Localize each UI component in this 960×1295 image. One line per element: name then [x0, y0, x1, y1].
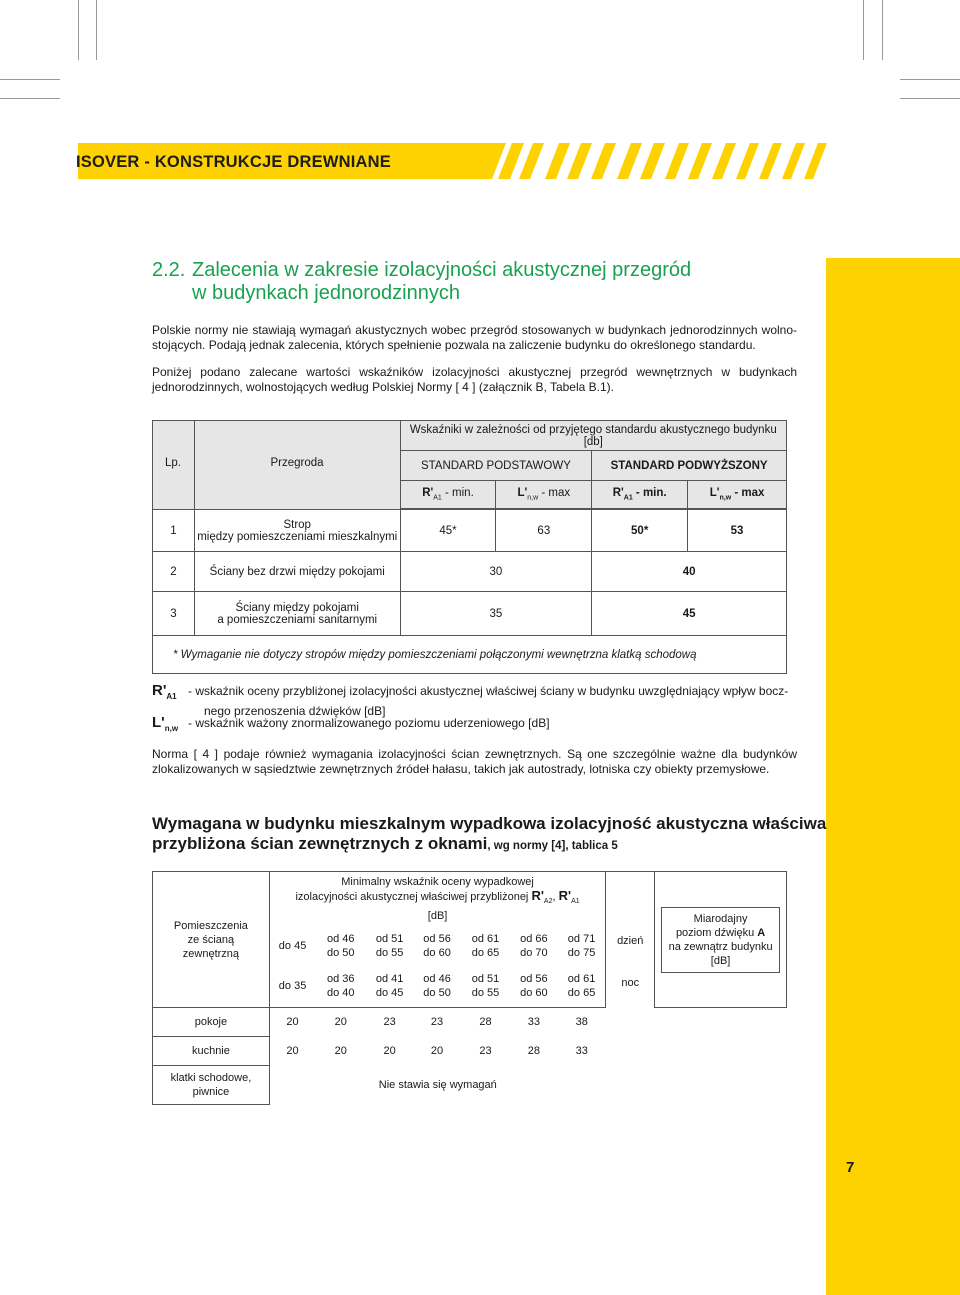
room-name-line2: piwnice: [192, 1086, 230, 1098]
section-title: [152, 259, 691, 305]
legend-l-text: wskaźnik ważony znormalizowanego poziomu uderzeniowego [dB]: [195, 716, 550, 730]
sound-level-unit: [dB]: [710, 954, 731, 967]
day-range: od 66 do 70: [520, 933, 548, 959]
night-range: od 61 do 65: [558, 966, 606, 1008]
l-max-high-header: [688, 481, 787, 509]
legend-r: [152, 683, 788, 719]
night-range: od 56 do 60: [510, 966, 558, 1008]
table-row: [153, 1008, 787, 1037]
partition-line2: a pomieszczeniami sanitarnymi: [217, 613, 378, 626]
value-cell: 28: [527, 1045, 540, 1057]
heading2-line2: przybliżona ścian zewnętrznych z oknami: [152, 834, 488, 853]
table-row: [153, 592, 787, 636]
value-cell: 20: [286, 1045, 299, 1057]
night-range: od 36 do 40: [315, 966, 366, 1008]
value-cell: 23: [430, 1016, 444, 1029]
r-high-value: 40: [592, 552, 787, 592]
sound-level-a: A: [757, 926, 766, 939]
section-number: 2.2.: [152, 259, 186, 281]
legend-dash: -: [188, 684, 192, 698]
r-basic-value: 45*: [400, 510, 496, 552]
row-number: 2: [153, 552, 195, 592]
table-intro-paragraph: Poniżej podano zalecane wartości wskaźników izolacyjności akustycznej przegród wewnętrznych w budynkach jednorodzinnych, wolnostojących według Polskiej Normy [ 4 ] (załącznik B, Tabela B.1).: [152, 365, 797, 394]
night-range: od 51 do 55: [461, 966, 510, 1008]
night-range: od 46 do 50: [413, 966, 461, 1008]
side-accent-bar: [826, 258, 960, 1295]
value-cell: 20: [430, 1045, 444, 1057]
value-cell: 23: [479, 1045, 492, 1057]
crop-mark: [0, 98, 60, 99]
crop-mark: [882, 0, 883, 60]
crop-mark: [900, 98, 960, 99]
value-cell: 20: [334, 1016, 347, 1029]
facade-insulation-table: [152, 871, 787, 1105]
min-label: - min.: [632, 487, 667, 500]
page-number: 7: [846, 1159, 855, 1176]
table-row: [153, 1037, 787, 1066]
value-cell: 38: [575, 1016, 588, 1029]
value-cell: 23: [383, 1016, 396, 1029]
l-max-basic-header: [496, 481, 592, 509]
r-min-basic-header: [400, 481, 496, 509]
day-range: od 51 do 55: [375, 933, 404, 959]
partition-line2: między pomieszczeniami mieszkalnymi: [197, 530, 398, 543]
day-range: do 45: [278, 940, 307, 952]
min-index-line2: izolacyjności akustycznej właściwej przybliżonej: [295, 891, 532, 904]
row-partition: [194, 592, 400, 636]
r-subscript: A1: [433, 494, 442, 502]
r-min-high-header: [592, 481, 688, 509]
min-index-unit: [dB]: [427, 910, 448, 923]
row-partition: [194, 510, 400, 552]
r-subscript: A1: [623, 494, 633, 502]
r-a1-symbol: R': [558, 888, 572, 904]
partition-line1: Strop: [283, 518, 311, 531]
r-a1-subscript: A1: [571, 898, 580, 906]
legend-l-subscript: n,w: [164, 724, 179, 733]
r-high-value: 45: [592, 592, 787, 636]
rooms-header: [153, 872, 270, 1008]
l-basic-value: 63: [496, 510, 592, 552]
header-title: ISOVER - KONSTRUKCJE DREWNIANE: [76, 153, 391, 171]
table-row: [153, 510, 787, 552]
table-footnote: * Wymaganie nie dotyczy stropów między pomieszczeniami połączonymi wewnętrzna klatką schodową: [153, 636, 787, 674]
r-symbol: R': [612, 487, 624, 500]
max-label: - max: [538, 487, 571, 500]
r-a2-subscript: A2: [543, 898, 553, 906]
day-range: od 61 do 65: [471, 933, 500, 959]
table-row: [153, 1066, 787, 1105]
crop-mark: [96, 0, 97, 60]
day-range: od 71 do 75: [567, 933, 596, 959]
night-range: do 35: [269, 966, 315, 1008]
r-high-value: 50*: [592, 510, 688, 552]
przegroda-header-label: Przegroda: [270, 457, 324, 469]
heading2-line1: Wymagana w budynku mieszkalnym wypadkowa izolacyjność akustyczna właściwa: [152, 814, 827, 833]
value-cell: 20: [334, 1045, 347, 1057]
crop-mark: [863, 0, 864, 60]
section-heading-2: [152, 814, 826, 856]
crop-mark: [78, 0, 79, 60]
row-partition: Ściany bez drzwi między pokojami: [194, 552, 400, 592]
day-label: dzień: [617, 934, 644, 947]
crop-mark: [0, 79, 60, 80]
max-label: - max: [731, 487, 765, 500]
sound-level-line2: poziom dźwięku: [675, 926, 758, 939]
row-number: 1: [153, 510, 195, 552]
room-name: pokoje: [153, 1008, 270, 1037]
l-subscript: n,w: [527, 494, 539, 502]
rooms-header-line2: ze ścianą: [187, 933, 235, 946]
room-name-line1: klatki schodowe,: [170, 1072, 252, 1084]
sound-level-line3: na zewnątrz budynku: [668, 940, 773, 953]
day-night-column: [606, 872, 655, 1008]
lp-header-label: Lp.: [165, 457, 181, 469]
crop-mark: [900, 79, 960, 80]
legend-r-text1: wskaźnik oceny przybliżonej izolacyjności akustycznej właściwej ściany w budynku uwzględniający wpływ bocz-: [195, 684, 789, 698]
value-cell: 28: [479, 1016, 492, 1029]
partition-line1: Ściany między pokojami: [235, 601, 359, 614]
sound-level-line1: Miarodajny: [693, 912, 748, 925]
row-number: 3: [153, 592, 195, 636]
r-symbol: R': [422, 487, 434, 500]
no-requirements: Nie stawia się wymagań: [378, 1079, 497, 1091]
r-basic-value: 35: [400, 592, 592, 636]
section-title-line2: w budynkach jednorodzinnych: [192, 282, 460, 304]
r-basic-value: 30: [400, 552, 592, 592]
legend-dash: -: [188, 716, 192, 730]
min-index-line1: Minimalny wskaźnik oceny wypadkowej: [341, 876, 534, 889]
value-cell: 20: [383, 1045, 396, 1057]
legend-r-symbol: R': [152, 682, 167, 699]
day-range: od 56 do 60: [423, 933, 451, 959]
room-name: [153, 1066, 270, 1105]
section-title-line1: Zalecenia w zakresie izolacyjności akustycznej przegród: [192, 259, 692, 281]
night-range: od 41 do 45: [366, 966, 413, 1008]
min-index-header: [269, 872, 605, 927]
intro-paragraph: Polskie normy nie stawiają wymagań akustycznych wobec przegród stosowanych w budynkach jednorodzinnych wolno-stojących. Podają jednak zalecenia, których spełnienie pozwala na zaliczenie budynku do określonego standardu.: [152, 323, 797, 352]
l-symbol: L': [517, 487, 528, 500]
legend-r-subscript: A1: [166, 692, 177, 701]
value-cell: 33: [575, 1045, 588, 1057]
rooms-header-line3: zewnętrzną: [182, 947, 240, 960]
min-label: - min.: [441, 487, 474, 500]
value-cell: 33: [527, 1016, 540, 1029]
indicators-header: Wskaźniki w zależności od przyjętego standardu akustycznego budynku [db]: [400, 421, 786, 451]
l-high-value: 53: [688, 510, 787, 552]
legend-l-symbol: L': [152, 714, 165, 731]
standard-basic-header: STANDARD PODSTAWOWY: [400, 451, 592, 481]
rooms-header-line1: Pomieszczenia: [173, 919, 248, 932]
comma: ,: [552, 891, 559, 904]
night-label: noc: [621, 976, 640, 989]
sound-level-header: [655, 872, 787, 1008]
table-row: [153, 552, 787, 592]
value-cell: 20: [286, 1016, 299, 1029]
l-subscript: n,w: [719, 494, 732, 502]
heading2-suffix: , wg normy [4], tablica 5: [487, 840, 618, 852]
day-range: od 46 do 50: [326, 933, 355, 959]
r-a2-symbol: R': [531, 888, 544, 904]
norm-paragraph: Norma [ 4 ] podaje również wymagania izolacyjności ścian zewnętrznych. Są one szczególnie ważne dla budynków zlokalizowanych w sąsiedztwie zewnętrznych źródeł hałasu, takich jak autostrady, lotniska czy obiekty przemysłowe.: [152, 747, 797, 776]
legend-r-text2: nego przenoszenia dźwięków [dB]: [204, 704, 386, 718]
l-symbol: L': [709, 487, 720, 500]
standard-high-header: STANDARD PODWYŻSZONY: [592, 451, 787, 481]
room-name: kuchnie: [153, 1037, 270, 1066]
legend-l: [152, 715, 550, 736]
